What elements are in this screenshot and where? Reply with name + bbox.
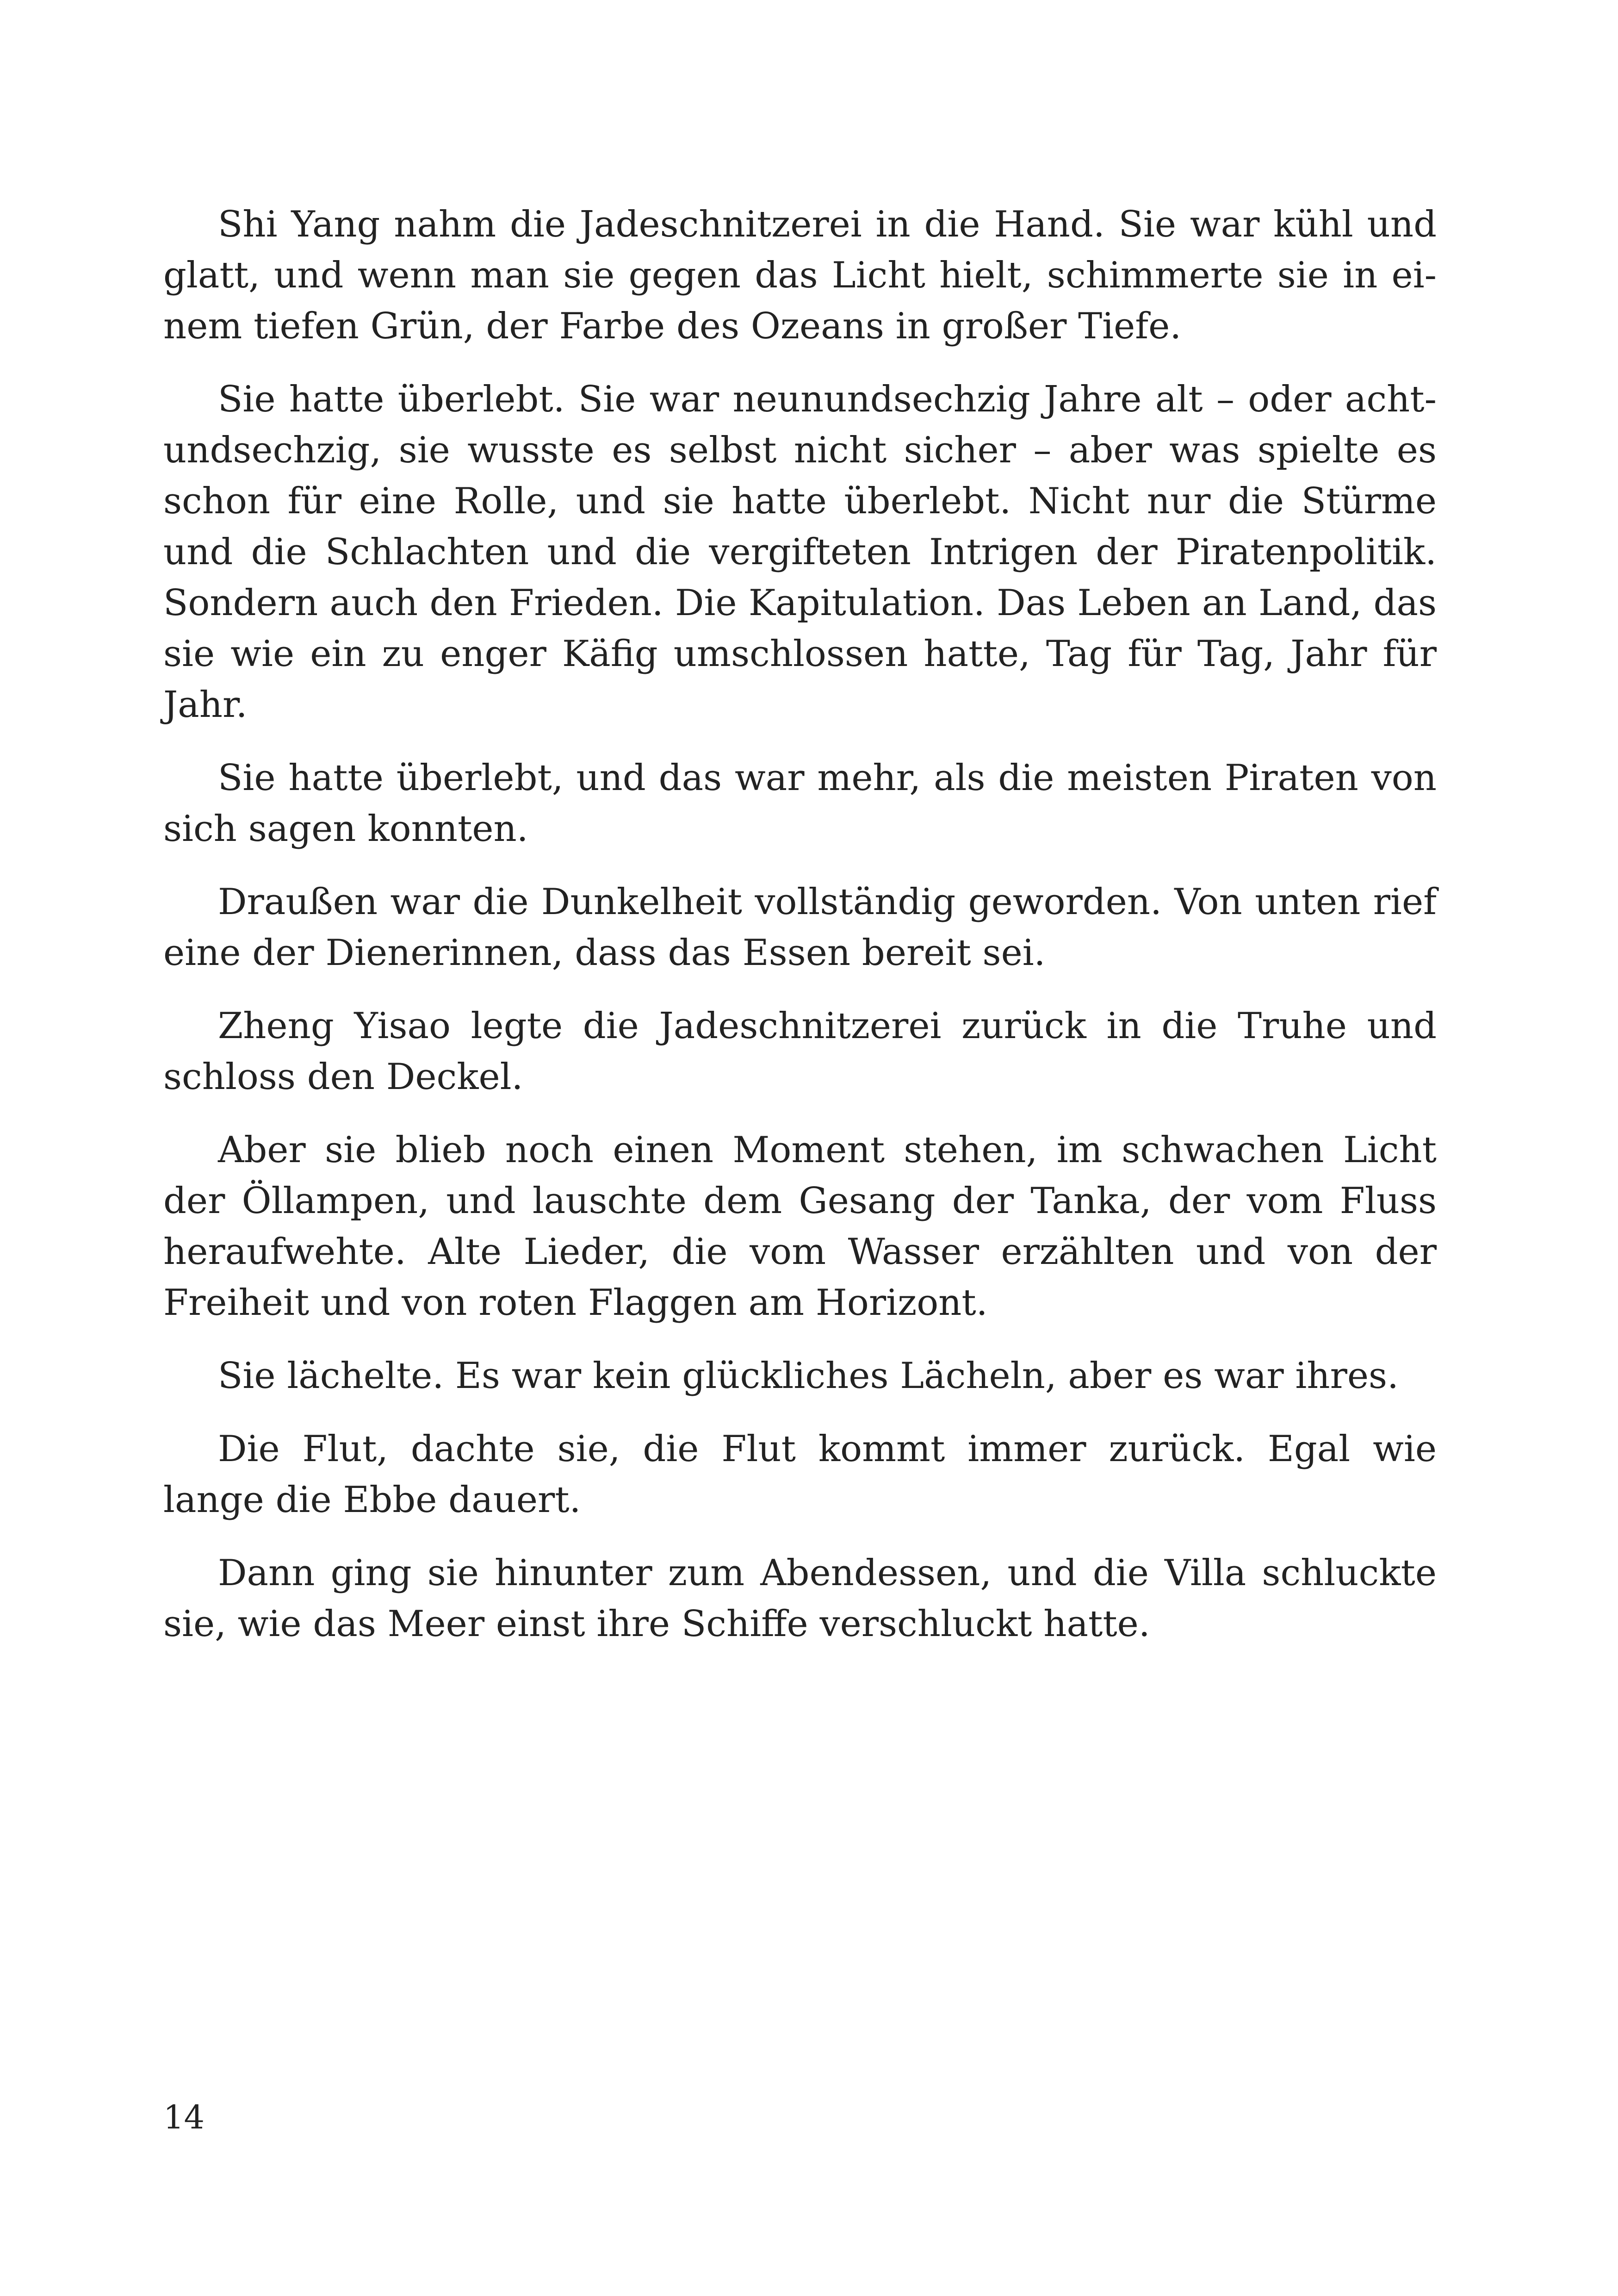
paragraph: Sie hatte überlebt, und das war mehr, als die meisten Piraten von sich sagen konnten.: [163, 757, 1437, 850]
paragraph: Die Flut, dachte sie, die Flut kommt immer zurück. Egal wie lange die Ebbe dauert.: [163, 1428, 1437, 1521]
paragraph: Sie hatte überlebt. Sie war neunundsechzig Jahre alt – oder achtundsechzig, sie wusste es selbst nicht sicher – aber was spielte es schon für eine Rolle, und sie hatte überlebt. Nicht nur die Stürme und die Schlachten und die vergifteten Intrigen der Piratenpolitik. Sondern auch den Frieden. Die Kapitulation. Das Leben an Land, das sie wie ein zu enger Käfig umschlossen hatte, Tag für Tag, Jahr für Jahr.: [163, 379, 1437, 726]
paragraph: Dann ging sie hinunter zum Abendessen, und die Villa schluckte sie, wie das Meer einst ihre Schiffe verschluckt hatte.: [163, 1552, 1437, 1645]
paragraph: Shi Yang nahm die Jadeschnitzerei in die Hand. Sie war kühl und glatt, und wenn man sie gegen das Licht hielt, schimmerte sie in einem tiefen Grün, der Farbe des Ozeans in großer Tiefe.: [163, 204, 1437, 347]
page-number: 14: [163, 2098, 205, 2136]
body-text: [163, 199, 1437, 1672]
paragraph: Sie lächelte. Es war kein glückliches Lächeln, aber es war ihres.: [218, 1355, 1399, 1397]
paragraph: Draußen war die Dunkelheit vollständig geworden. Von unten rief eine der Dienerinnen, dass das Essen bereit sei.: [163, 881, 1437, 974]
paragraph: Zheng Yisao legte die Jadeschnitzerei zurück in die Truhe und schloss den Deckel.: [163, 1005, 1437, 1098]
paragraph: Aber sie blieb noch einen Moment stehen, im schwachen Licht der Öllampen, und lauschte dem Gesang der Tanka, der vom Fluss heraufwehte. Alte Lieder, die vom Wasser erzählten und von der Freiheit und von roten Flaggen am Horizont.: [163, 1129, 1437, 1324]
